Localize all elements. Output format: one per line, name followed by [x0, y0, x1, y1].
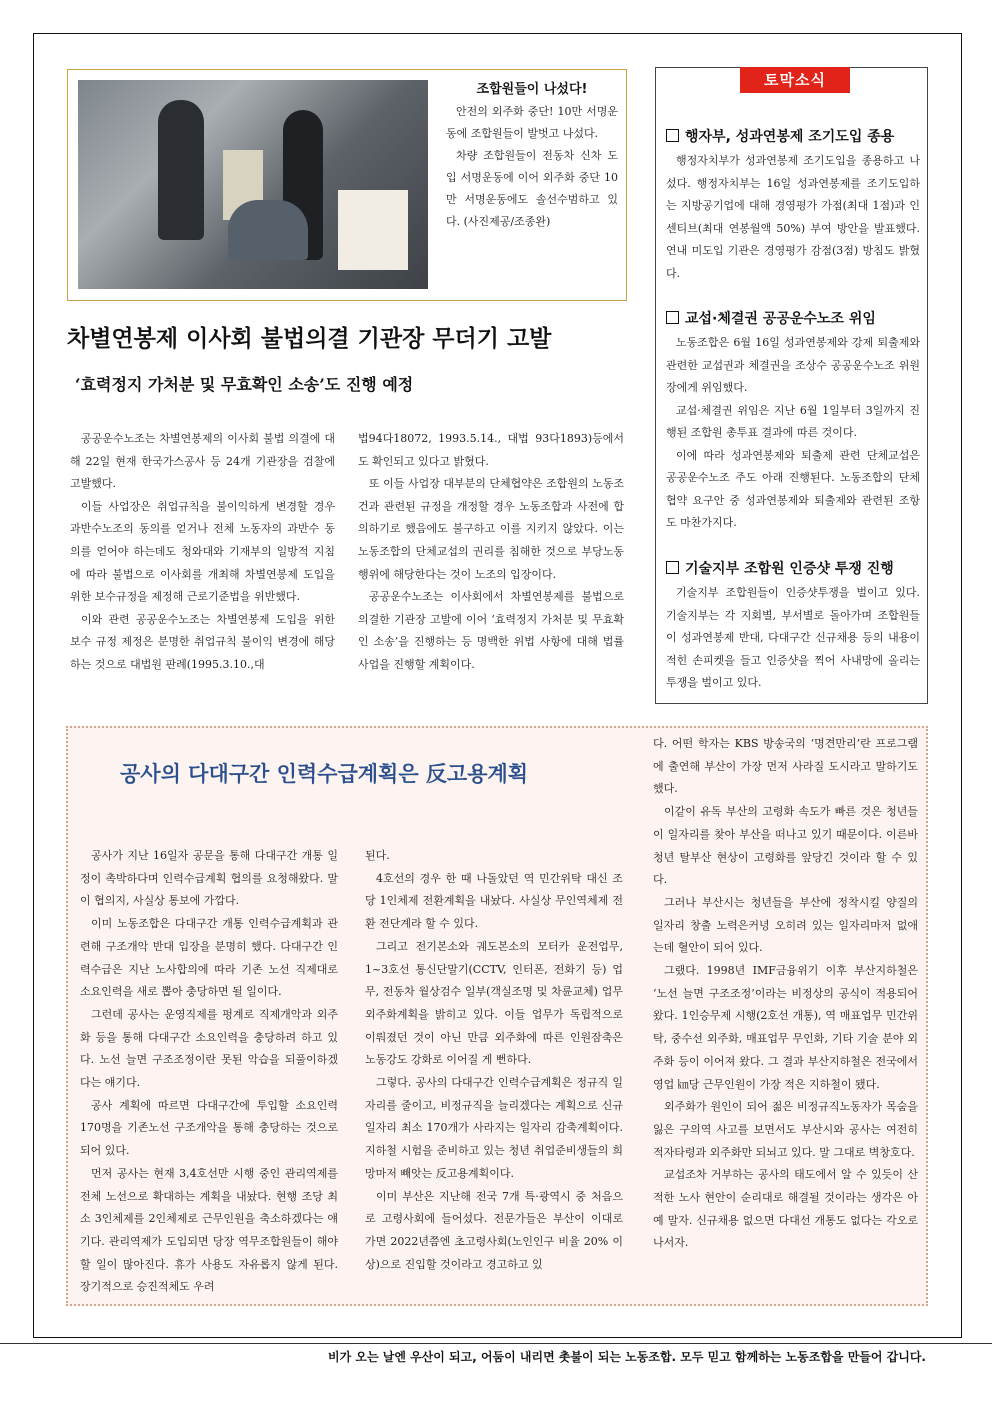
photo-box — [67, 69, 627, 301]
article-paragraph: 이같이 유독 부산의 고령화 속도가 빠른 것은 청년들이 일자리를 찾아 부산을 떠나고 있기 때문이다. 이른바 청년 탈부산 현상이 고령화를 앞당긴 것이라 할 수 있다. — [653, 805, 918, 887]
article-paragraph: 그러나 부산시는 청년들을 부산에 정착시킬 양질의 일자리 창출 노력은커녕 오히려 있는 일자리마저 없애는데 혈안이 되어 있다. — [653, 895, 918, 955]
article-paragraph: 그리고 전기본소와 궤도본소의 모터카 운전업무, 1~3호선 통신단말기(CCTV, 인터폰, 전화기 등) 업무, 전동차 월상검수 일부(객실조명 및 차륜교체) 업무 외주화계획을 밝히고 있다. 이들 업무가 독립적으로 이뤄졌던 것이 아닌 만큼 외주화에 따른 인원잠축은 노동강도 강화로 이어질 게 뻔하다. — [365, 939, 623, 1067]
article-paragraph: 외주화가 원인이 되어 젊은 비정규직노동자가 목숨을 잃은 구의역 사고를 보면서도 부산시와 공사는 여전히 적자타령과 외주화만 되뇌고 있다. 말 그대로 벽창호다. — [653, 1100, 918, 1159]
news-item-heading — [666, 308, 920, 328]
article-paragraph: 4호선의 경우 한 때 나돌았던 역 민간위탁 대신 조당 1인체제 전환계획을 내놨다. 사실상 무인역체제 전환 전단계라 할 수 있다. — [365, 871, 623, 931]
footer-slogan: 비가 오는 날엔 우산이 되고, 어둠이 내리면 촛불이 되는 노동조합. 모두 믿고 함께하는 노동조합을 만들어 갑니다. — [0, 1343, 992, 1367]
article-paragraph: 그런데 공사는 운영직제를 펑계로 직제개악과 외주화 등을 통해 다대구간 소요인력을 충당하려 하고 있다. 노선 늘면 구조조정이란 못된 악습을 되풀이하겠다는 얘기다. — [80, 1007, 338, 1090]
news-box-tag: 토막소식 — [740, 67, 850, 93]
main-headline: 차별연봉제 이사회 불법의결 기관장 무더기 고발 — [67, 326, 552, 352]
news-item — [666, 558, 920, 695]
photo-caption-paragraph: 안전의 외주화 중단! 10만 서명운동에 조합원들이 발벗고 나섰다. — [446, 105, 618, 140]
news-photo — [78, 80, 428, 289]
bottom-article-column-1 — [80, 845, 338, 1299]
article-paragraph: 공공운수노조는 이사회에서 차별연봉제를 불법으로 의결한 기관장 고발에 이어 ‘효력정지 가처분 및 무효확인 소송’을 진행하는 등 명백한 위법 사항에 대해 법률 사업을 진행할 계획이다. — [358, 590, 624, 671]
article-paragraph: 공공운수노조는 차별연봉제의 이사회 불법 의결에 대해 22일 현재 한국가스공사 등 24개 기관장을 검찰에 고발했다. — [70, 432, 335, 491]
news-item-paragraph: 행정자치부가 성과연봉제 조기도입을 종용하고 나섰다. 행정자치부는 16일 성과연봉제를 조기도입하는 지방공기업에 대해 경영평가 가점(최대 1점)과 인센티브(최대 연봉월액 50%) 부여 방안을 발표했다. 연내 미도입 기관은 경영평가 감점(3점) 방침도 밝혔다. — [666, 154, 920, 280]
article-paragraph: 또 이들 사업장 대부분의 단체협약은 조합원의 노동조건과 관련된 규정을 개정할 경우 노동조합과 사전에 합의하기로 했음에도 불구하고 이를 지키지 않았다. 이는 노동조합의 단체교섭의 권리를 침해한 것으로 부당노동행위에 해당한다는 것이 노조의 입장이다. — [358, 477, 624, 581]
news-item-title: 기술지부 조합원 인증샷 투쟁 진행 — [685, 561, 894, 577]
article-paragraph: 다. 어떤 학자는 KBS 방송국의 ‘명견만리’란 프로그램에 출연해 부산이 가장 먼저 사라질 도시라고 말하기도 했다. — [653, 737, 918, 796]
article-paragraph: 공사가 지난 16일자 공문을 통해 다대구간 개통 일정이 촉박하다며 인력수급계획 협의를 요청해왔다. 말이 협의지, 사실상 통보에 가깝다. — [80, 849, 338, 908]
photo-caption — [446, 78, 618, 233]
bottom-article-column-2 — [365, 845, 623, 1276]
bottom-article-title: 공사의 다대구간 인력수급계획은 反고용계획 — [120, 761, 529, 786]
bottom-article-column-3 — [653, 733, 918, 1255]
news-item-paragraph: 기술지부 조합원들이 인증샷투쟁을 벌이고 있다. 기술지부는 각 지회별, 부서별로 돌아가며 조합원들이 성과연봉제 반대, 다대구간 신규채용 등의 내용이 적힌 손피켓을 들고 인증샷을 찍어 사내망에 올리는 투쟁을 벌이고 있다. — [666, 586, 920, 689]
article-paragraph: 법94다18072, 1993.5.14., 대법 93다1893)등에서도 확인되고 있다고 밝혔다. — [358, 432, 624, 468]
article-paragraph: 그랬다. 1998년 IMF금융위기 이후 부산지하철은 ‘노선 늘면 구조조정’이라는 비정상의 공식이 적용되어 왔다. 1인승무제 시행(2호선 개통), 역 매표업무 민간위탁, 중수선 외주화, 매표업무 무인화, 기타 기술 분야 외주화 등이 이어져 왔다. 그 결과 부산지하철은 전국에서 영업 ㎞당 근무인원이 가장 적은 지하철이 됐다. — [653, 964, 918, 1091]
photo-caption-paragraph: 차량 조합원들이 전동차 신차 도입 서명운동에 이어 외주화 중단 10만 서명운동에도 솔선수범하고 있다. (사진제공/조종완) — [446, 149, 618, 228]
checkbox-square-icon — [666, 311, 679, 324]
news-item-paragraph: 이에 따라 성과연봉제와 퇴출제 관련 단체교섭은 공공운수노조 주도 아래 진행된다. 노동조합의 단체협약 요구안 중 성과연봉제와 퇴출제와 관련된 조항도 마찬가지다. — [666, 448, 920, 529]
news-item-paragraph: 교섭·체결권 위임은 지난 6월 1일부터 3일까지 진행된 조합원 총투표 결과에 따른 것이다. — [666, 403, 920, 439]
news-item-heading — [666, 126, 920, 146]
news-box — [655, 67, 928, 704]
article-paragraph: 이미 노동조합은 다대구간 개통 인력수급계획과 관련해 구조개악 반대 입장을 분명히 했다. 다대구간 인력수급은 지난 노사합의에 따라 기존 노선 직제대로 소요인력을 새로 뽑아 충당하면 될 일이다. — [80, 917, 338, 999]
main-article-column-1 — [70, 428, 335, 677]
article-paragraph: 교섭조차 거부하는 공사의 태도에서 알 수 있듯이 산적한 노사 현안이 순리대로 해결될 것이라는 생각은 아예 말자. 신규채용 없으면 다대선 개통도 없다는 각오로 나서자. — [653, 1168, 918, 1250]
news-item — [666, 308, 920, 535]
news-item — [666, 126, 920, 285]
main-article-column-2 — [358, 428, 624, 677]
article-paragraph: 이미 부산은 지난해 전국 7개 특·광역시 중 처음으로 고령사회에 들어섰다. 전문가들은 부산이 이대로 가면 2022년쯤엔 초고령사회(노인인구 비율 20% 이상)으로 진입할 것이라고 경고하고 있 — [365, 1189, 623, 1271]
photo-caption-title: 조합원들이 나섰다! — [476, 82, 588, 97]
article-paragraph: 먼저 공사는 현재 3,4호선만 시행 중인 관리역제를 전체 노선으로 확대하는 계획을 내놨다. 현행 조당 최소 3인체제를 2인체제로 근무인원을 축소하겠다는 얘기다. 관리역제가 도입되면 당장 역무조합원들이 해야 할 일이 많아진다. 휴가 사용도 자유롭지 않게 된다. 장기적으로 승진적체도 우려 — [80, 1166, 338, 1294]
article-paragraph: 그렇다. 공사의 다대구간 인력수급계획은 정규직 일자리를 줄이고, 비정규직을 늘리겠다는 계획으로 신규 일자리 최소 170개가 사라지는 일자리 감축계획이다. 지하철 시험을 준비하고 있는 청년 취업준비생들의 희망마저 빼앗는 反고용계획이다. — [365, 1076, 623, 1180]
news-item-paragraph: 노동조합은 6월 16일 성과연봉제와 강제 퇴출제와 관련한 교섭권과 체결권을 조상수 공공운수노조 위원장에게 위임했다. — [666, 336, 920, 394]
news-item-title: 행자부, 성과연봉제 조기도입 종용 — [685, 129, 895, 145]
news-item-heading — [666, 558, 920, 578]
news-item-title: 교섭·체결권 공공운수노조 위임 — [685, 311, 876, 327]
article-paragraph: 이와 관련 공공운수노조는 차별연봉제 도입을 위한 보수 규정 제정은 분명한 취업규칙 불이익 변경에 해당하는 것으로 대법원 판례(1995.3.10.,대 — [70, 612, 335, 671]
checkbox-square-icon — [666, 129, 679, 142]
checkbox-square-icon — [666, 561, 679, 574]
main-subheadline: ‘효력정지 가처분 및 무효확인 소송’도 진행 예정 — [75, 375, 414, 394]
article-paragraph: 된다. — [365, 849, 390, 862]
article-paragraph: 공사 계획에 따르면 다대구간에 투입할 소요인력 170명을 기존노선 구조개악을 통해 충당하는 것으로 되어 있다. — [80, 1098, 338, 1158]
article-paragraph: 이들 사업장은 취업규칙을 불이익하게 변경할 경우 과반수노조의 동의를 얻거나 전체 노동자의 과반수 동의를 얻어야 하는데도 청와대와 기재부의 일방적 지침에 따라 불법으로 이사회를 개최해 차별연봉제 도입을 위한 보수규정을 제정해 근로기준법을 위반했다. — [70, 499, 335, 604]
